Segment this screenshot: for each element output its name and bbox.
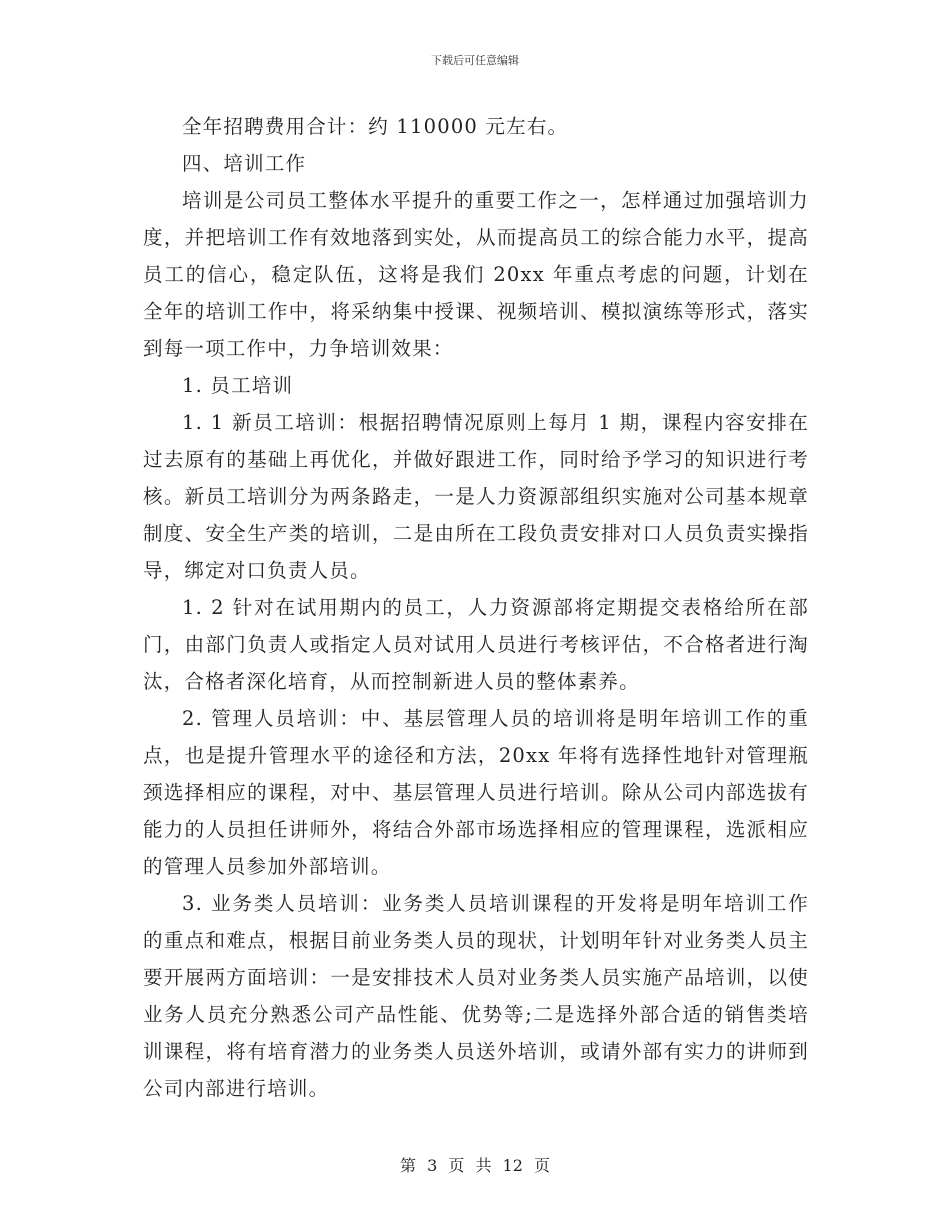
subheading-employee-training: 1. 员工培训 [182, 374, 294, 397]
page-number-footer: 第 3 页 共 12 页 [400, 1156, 550, 1175]
paragraph-new-employee-training: 1. 1 新员工培训：根据招聘情况原则上每月 1 期，课程内容安排在过去原有的基础上再优化，并做好跟进工作，同时给予学习的知识进行考核。新员工培训分为两条路走，一是人力资源部组织实施对公司基本规章制度、安全生产类的培训，二是由所在工段负责安排对口人员负责实操指导，绑定对口负责人员。 [143, 411, 809, 582]
paragraph-recruitment-total: 全年招聘费用合计：约 110000 元左右。 [182, 115, 569, 138]
paragraph-sales-training: 3. 业务类人员培训：业务类人员培训课程的开发将是明年培训工作的重点和难点，根据目前业务类人员的现状，计划明年针对业务类人员主要开展两方面培训：一是安排技术人员对业务类人员实施产品培训，以使业务人员充分熟悉公司产品性能、优势等;二是选择外部合适的销售类培训课程，将有培育潜力的业务类人员送外培训，或请外部有实力的讲师到公司内部进行培训。 [143, 892, 809, 1100]
page-header: 下载后可任意编辑 [431, 54, 519, 67]
paragraph-probation-training: 1. 2 针对在试用期内的员工，人力资源部将定期提交表格给所在部门，由部门负责人或指定人员对试用人员进行考核评估，不合格者进行淘汰，合格者深化培育，从而控制新进人员的整体素养。 [143, 596, 809, 693]
paragraph-management-training: 2. 管理人员培训：中、基层管理人员的培训将是明年培训工作的重点，也是提升管理水平的途径和方法，20xx 年将有选择性地针对管理瓶颈选择相应的课程，对中、基层管理人员进行培训。除从公司内部选拔有能力的人员担任讲师外，将结合外部市场选择相应的管理课程，选派相应的管理人员参加外部培训。 [143, 707, 809, 878]
document-body [143, 108, 809, 1107]
paragraph-training-intro: 培训是公司员工整体水平提升的重要工作之一，怎样通过加强培训力度，并把培训工作有效地落到实处，从而提高员工的综合能力水平，提高员工的信心，稳定队伍，这将是我们 20xx 年重点考虑的问题，计划在全年的培训工作中，将采纳集中授课、视频培训、模拟演练等形式，落实到每一项工作中，力争培训效果： [143, 189, 809, 360]
section-heading-training: 四、培训工作 [182, 152, 307, 175]
